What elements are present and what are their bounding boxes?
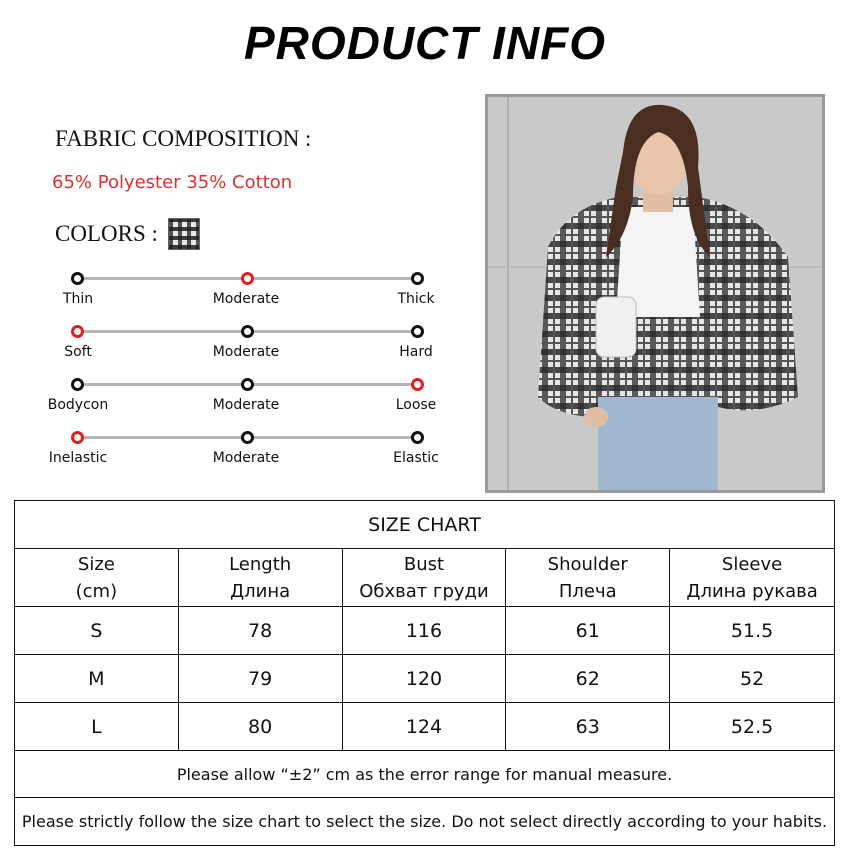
- scale-label: Thin: [62, 291, 94, 307]
- scale-label: Bodycon: [47, 397, 109, 413]
- elasticity-scale: [40, 430, 460, 470]
- thickness-scale: [40, 271, 460, 311]
- header-en: Bust: [403, 553, 445, 575]
- size-chart-title: SIZE CHART: [15, 501, 835, 549]
- header-ru: Плеча: [558, 580, 617, 602]
- product-photo: [485, 94, 825, 493]
- measurement-error-note: Please allow “±2” cm as the error range for manual measure.: [15, 751, 835, 798]
- table-cell: 124: [342, 703, 506, 751]
- table-cell: 63: [506, 703, 670, 751]
- colors-label: COLORS :: [55, 221, 158, 246]
- fabric-composition-label: FABRIC COMPOSITION :: [55, 126, 312, 151]
- table-cell: 120: [342, 655, 506, 703]
- fabric-composition-value: 65% Polyester 35% Cotton: [52, 172, 293, 193]
- scale-dot-selected: [241, 272, 254, 285]
- scale-dot: [241, 378, 254, 391]
- scale-label: Soft: [64, 344, 92, 360]
- scale-dot-selected: [71, 325, 84, 338]
- table-cell: 61: [506, 607, 670, 655]
- scale-dot: [71, 378, 84, 391]
- header-ru: Обхват груди: [359, 580, 489, 602]
- scale-label: Thick: [397, 291, 435, 307]
- scale-label: Moderate: [212, 450, 280, 466]
- scale-label: Moderate: [212, 344, 280, 360]
- scale-label: Elastic: [393, 450, 439, 466]
- table-cell: 62: [506, 655, 670, 703]
- scale-label: Loose: [395, 397, 437, 413]
- header-shoulder: [506, 549, 670, 607]
- header-ru: Длина: [230, 580, 291, 602]
- table-row: [15, 607, 835, 655]
- model-illustration: [488, 97, 822, 490]
- scale-dot: [411, 272, 424, 285]
- scale-dot: [411, 325, 424, 338]
- table-cell: L: [15, 703, 179, 751]
- header-ru: (cm): [75, 580, 118, 602]
- table-cell: S: [15, 607, 179, 655]
- header-en: Length: [229, 553, 292, 575]
- table-cell: 79: [178, 655, 342, 703]
- table-cell: 116: [342, 607, 506, 655]
- header-en: Sleeve: [721, 553, 783, 575]
- scale-label: Moderate: [212, 291, 280, 307]
- header-en: Shoulder: [547, 553, 628, 575]
- size-selection-note: Please strictly follow the size chart to select the size. Do not select directly according to your habits.: [15, 798, 835, 846]
- header-size: [15, 549, 179, 607]
- scale-dot: [241, 325, 254, 338]
- size-chart-table: [14, 500, 835, 846]
- table-cell: 80: [178, 703, 342, 751]
- table-cell: 78: [178, 607, 342, 655]
- plaid-color-swatch[interactable]: [168, 218, 200, 250]
- scale-dot: [241, 431, 254, 444]
- scale-label: Inelastic: [48, 450, 108, 466]
- table-row: [15, 703, 835, 751]
- table-cell: M: [15, 655, 179, 703]
- table-cell: 52.5: [670, 703, 835, 751]
- scale-label: Moderate: [212, 397, 280, 413]
- scale-dot-selected: [71, 431, 84, 444]
- header-ru: Длина рукава: [686, 580, 818, 602]
- header-length: [178, 549, 342, 607]
- header-sleeve: [670, 549, 835, 607]
- table-cell: 52: [670, 655, 835, 703]
- scale-label: Hard: [399, 344, 433, 360]
- scale-dot-selected: [411, 378, 424, 391]
- scale-dot: [411, 431, 424, 444]
- fit-scale: [40, 377, 460, 417]
- table-cell: 51.5: [670, 607, 835, 655]
- softness-scale: [40, 324, 460, 364]
- page-title: PRODUCT INFO: [243, 17, 607, 69]
- header-en: Size: [77, 553, 115, 575]
- table-row: [15, 655, 835, 703]
- scale-dot: [71, 272, 84, 285]
- header-bust: [342, 549, 506, 607]
